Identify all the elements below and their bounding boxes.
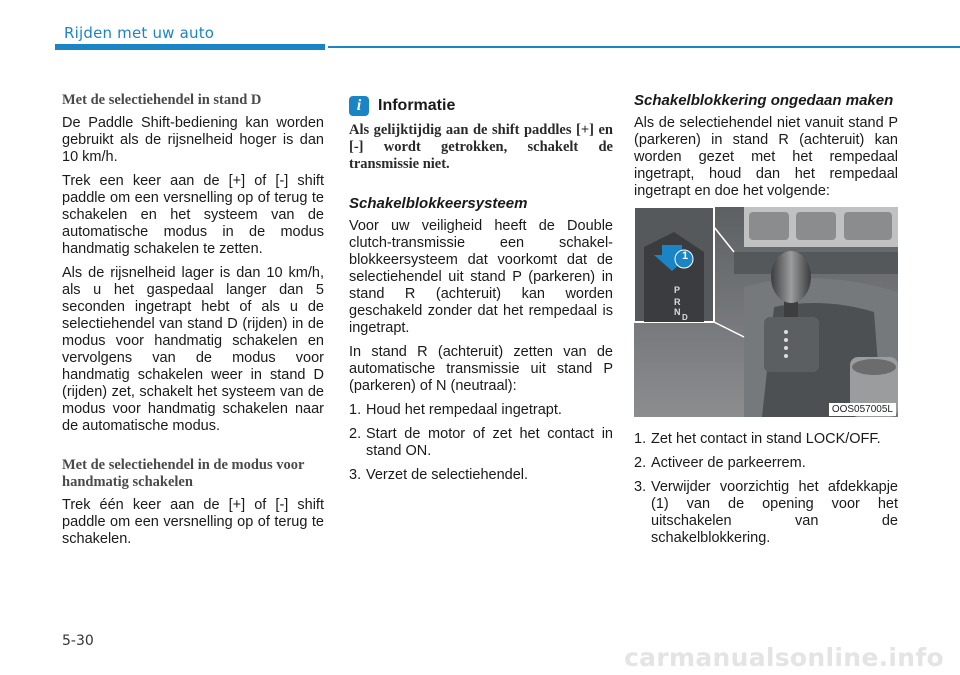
list-item: 3. Verzet de selectiehendel.: [349, 467, 529, 483]
paragraph: Trek een keer aan de [+] of [-] shift paddle om een versnelling op of terug te schakelen en het systeem van de automatische modus in de modus handmatig schakelen te zetten.: [62, 173, 324, 257]
figure-code: OOS057005L: [829, 403, 896, 416]
header-rule: [328, 46, 960, 48]
paragraph: De Paddle Shift-bediening kan worden gebruikt als de rijsnelheid hoger is dan 10 km/h.: [62, 115, 324, 165]
gear-selector-figure: [634, 207, 898, 417]
section-heading-manual-mode: Met de selectiehendel in de modus voor handmatig schakelen: [62, 457, 305, 490]
column-middle: [349, 92, 613, 491]
subsection-heading: Schakelblokkeersysteem: [349, 195, 528, 212]
header-accent-bar: [55, 44, 325, 50]
section-heading-stand-d: Met de selectiehendel in stand D: [62, 92, 262, 108]
paragraph: Voor uw veiligheid heeft de Double clutch-transmissie een schakel-blokkeersysteem dat voorkomt dat de selectiehendel uit stand P (parkeren) in stand R (achteruit) kan worden geschakeld zonder dat het rempedaal is ingetrapt.: [349, 218, 613, 336]
gear-label-d: D: [682, 313, 688, 322]
column-left: [62, 92, 324, 555]
gear-label-r: R: [674, 297, 681, 307]
paragraph: Als de rijsnelheid lager is dan 10 km/h, als u het gaspedaal langer dan 5 seconden ingetrapt hebt of als u de selectiehendel van stand D (rijden) in de modus voor handmatig schakelen en vervolgens van de modus voor handmatig schakelen weer in stand D (rijden) zet, schakelt het systeem van de modus voor handmatig schakelen naar de automatische modus.: [62, 265, 324, 434]
info-icon: i: [349, 96, 369, 116]
gear-label-n: N: [674, 307, 681, 317]
column-right: [634, 92, 898, 554]
subsection-heading: Schakelblokkering ongedaan maken: [634, 92, 894, 109]
paragraph: Trek één keer aan de [+] of [-] shift paddle om een versnelling op of terug te schakelen.: [62, 497, 324, 547]
list-item: 2. Start de motor of zet het contact in stand ON.: [349, 426, 613, 459]
list-item: 1. Houd het rempedaal ingetrapt.: [349, 402, 562, 418]
list-item: 1. Zet het contact in stand LOCK/OFF.: [634, 431, 881, 447]
paragraph: Als de selectiehendel niet vanuit stand P (parkeren) in stand R (achteruit) kan worden gezet met het rempedaal ingetrapt, houd dan het rempedaal ingetrapt en doe het volgende:: [634, 115, 898, 199]
page-number: 5-30: [62, 633, 94, 649]
list-item: 3. Verwijder voorzichtig het afdekkapje (1) van de opening voor het uitschakelen van de schakelblokkering.: [634, 479, 898, 546]
watermark: carmanualsonline.info: [624, 643, 944, 672]
info-box-header: [349, 96, 613, 116]
steps-list: [634, 431, 898, 547]
callout-number: 1: [681, 250, 689, 262]
info-title: Informatie: [378, 97, 456, 114]
paragraph: In stand R (achteruit) zetten van de automatische transmissie uit stand P (parkeren) of N (neutraal):: [349, 344, 613, 394]
gear-label-p: P: [674, 285, 681, 295]
section-title: Rijden met uw auto: [64, 24, 215, 42]
list-item: 2. Activeer de parkeerrem.: [634, 455, 806, 471]
steps-list: [349, 402, 613, 484]
info-text: Als gelijktijdig aan de shift paddles [+] en [-] wordt getrokken, schakelt de transmissie niet.: [349, 122, 613, 172]
